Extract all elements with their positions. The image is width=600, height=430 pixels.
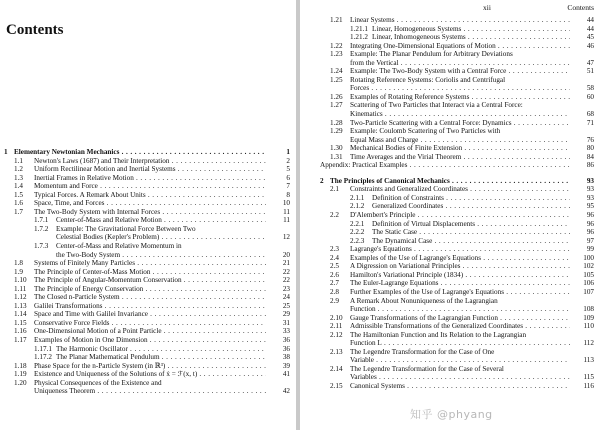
- toc-entry-number: 1.15: [14, 318, 27, 327]
- toc-entry-number: 2.13: [330, 347, 343, 356]
- toc-entry-number: 2.1: [330, 185, 339, 194]
- toc-entry[interactable]: [320, 339, 594, 348]
- toc-entry-number: 1.12: [14, 293, 27, 302]
- toc-entry-page: 80: [586, 144, 594, 153]
- toc-entry-page: 112: [583, 339, 594, 348]
- toc-entry-number: 1.27: [330, 101, 343, 110]
- left-page: [0, 0, 296, 430]
- toc-entry-number: 1.14: [14, 310, 27, 319]
- toc-entry-page: 20: [282, 250, 290, 259]
- toc-entry-title: Mechanical Bodies of Finite Extension . . .: [350, 144, 570, 153]
- toc-entry-title: Uniform Rectilinear Motion and Inertial Systems . . .: [34, 165, 266, 174]
- toc-entry-title: Integrating One-Dimensional Equations of Motion . . .: [350, 42, 570, 51]
- toc-entry-number: 1.29: [330, 127, 343, 136]
- toc-entry-number: 2.9: [330, 296, 339, 305]
- toc-entry-number: 1.31: [330, 152, 343, 161]
- toc-entry[interactable]: [320, 127, 594, 136]
- toc-entry-number: 1.22: [330, 41, 343, 50]
- contents-heading: Contents: [6, 22, 64, 38]
- toc-entry-page: 86: [586, 161, 594, 170]
- toc-entry-number: 1.17.2: [34, 353, 52, 362]
- toc-entry-number: 1.7.3: [34, 242, 49, 251]
- toc-entry-page: 113: [583, 356, 594, 365]
- toc-entry[interactable]: [320, 331, 594, 340]
- toc-entry-title: Variables . . .: [350, 373, 570, 382]
- toc-entry-number: 2.3: [330, 245, 339, 254]
- toc-entry-number: 1.6: [14, 199, 23, 208]
- toc-entry-title: Typical Forces. A Remark About Units . . .: [34, 191, 266, 200]
- toc-entry-title: the Two-Body System . . .: [56, 251, 266, 260]
- toc-entry-page: 102: [583, 262, 594, 271]
- section-gap: [320, 170, 594, 177]
- toc-entry-number: 1.17.1: [34, 344, 52, 353]
- toc-entry-page: 22: [282, 267, 290, 276]
- toc-entry-title: The Static Case . . .: [372, 228, 570, 237]
- toc-entry-title: Constraints and Generalized Coordinates . . .: [350, 185, 570, 194]
- toc-entry-number: 1.28: [330, 118, 343, 127]
- left-toc-list: [4, 148, 290, 396]
- toc-entry-title: One-Dimensional Motion of a Point Particle . . .: [34, 327, 266, 336]
- toc-entry[interactable]: [320, 84, 594, 93]
- toc-entry[interactable]: [320, 365, 594, 374]
- toc-entry[interactable]: [320, 119, 594, 128]
- toc-entry[interactable]: [4, 362, 290, 371]
- toc-entry-title: Canonical Systems . . .: [350, 382, 570, 391]
- toc-entry-page: 93: [586, 185, 594, 194]
- toc-entry[interactable]: [4, 268, 290, 277]
- toc-entry[interactable]: [4, 191, 290, 200]
- toc-entry-title: Center-of-Mass and Relative Momentum in: [56, 242, 182, 251]
- toc-entry-number: 2.2: [330, 211, 339, 220]
- toc-entry-number: 2.7: [330, 279, 339, 288]
- toc-entry[interactable]: [320, 305, 594, 314]
- toc-entry-page: 93: [586, 193, 594, 202]
- toc-entry-number: 1.16: [14, 327, 27, 336]
- toc-entry-number: 1.7: [14, 207, 23, 216]
- toc-entry[interactable]: [320, 245, 594, 254]
- toc-entry-title: Example: The Gravitational Force Between Two: [56, 224, 196, 233]
- toc-entry[interactable]: [320, 228, 594, 237]
- toc-entry[interactable]: [320, 202, 594, 211]
- toc-entry-title: Elementary Newtonian Mechanics . . .: [14, 148, 266, 157]
- toc-entry-page: 36: [282, 336, 290, 345]
- toc-entry[interactable]: [320, 356, 594, 365]
- toc-entry[interactable]: [4, 327, 290, 336]
- toc-entry-title: Function L . . .: [350, 339, 570, 348]
- toc-entry-title: The Hamiltonian Function and Its Relation to the Lagrangian: [350, 330, 527, 339]
- toc-entry-title: Celestial Bodies (Kepler's Problem) . . .: [56, 233, 266, 242]
- toc-entry-number: 2.1.2: [350, 202, 365, 211]
- toc-entry[interactable]: [320, 67, 594, 76]
- toc-entry-page: 8: [286, 190, 290, 199]
- toc-entry-title: Galilei Transformations . . .: [34, 302, 266, 311]
- toc-entry-title: The Legendre Transformation for the Case of One: [350, 347, 495, 356]
- toc-entry-title: Rotating Reference Systems: Coriolis and Centrifugal: [350, 75, 506, 84]
- toc-entry-number: 1.24: [330, 67, 343, 76]
- toc-entry-title: Space and Time with Galilei Invariance . . .: [34, 310, 266, 319]
- toc-entry[interactable]: [320, 42, 594, 51]
- toc-entry-title: A Remark About Nonuniqueness of the Lagrangian: [350, 296, 498, 305]
- toc-entry[interactable]: [320, 322, 594, 331]
- toc-entry-page: 44: [586, 16, 594, 24]
- toc-entry-page: 106: [583, 279, 594, 288]
- toc-entry[interactable]: [4, 293, 290, 302]
- toc-entry-title: Phase Space for the n-Particle System (in ℝ³) . . .: [34, 362, 266, 371]
- toc-entry-title: Examples of the Use of Lagrange's Equations . . .: [350, 254, 570, 263]
- toc-entry-number: 1.17: [14, 336, 27, 345]
- toc-entry-page: 99: [586, 245, 594, 254]
- toc-entry-title: Inertial Frames in Relative Motion . . .: [34, 174, 266, 183]
- toc-entry-title: The Dynamical Case . . .: [372, 237, 570, 246]
- toc-entry-number: 2.6: [330, 270, 339, 279]
- toc-entry-number: 2.5: [330, 262, 339, 271]
- toc-entry-title: from the Vertical . . .: [350, 59, 570, 68]
- toc-entry-title: The Principle of Center-of-Mass Motion . . .: [34, 268, 266, 277]
- toc-entry-title: The Legendre Transformation for the Case of Several: [350, 364, 504, 373]
- toc-entry[interactable]: [320, 348, 594, 357]
- toc-entry-title: Examples of Motion in One Dimension . . .: [34, 336, 266, 345]
- toc-entry-number: 2.11: [330, 322, 343, 331]
- toc-entry[interactable]: [320, 144, 594, 153]
- toc-entry[interactable]: [320, 101, 594, 110]
- toc-entry-title: A Digression on Variational Principles . . .: [350, 262, 570, 271]
- toc-entry[interactable]: [320, 50, 594, 59]
- toc-entry-number: 1.21.2: [350, 33, 368, 42]
- toc-entry-number: 1.11: [14, 284, 27, 293]
- toc-entry-number: 2.1.1: [350, 193, 365, 202]
- toc-entry-page: 96: [586, 228, 594, 237]
- toc-entry-page: 5: [286, 165, 290, 174]
- toc-entry[interactable]: [320, 271, 594, 280]
- toc-entry-page: 110: [583, 322, 594, 331]
- toc-entry-page: 71: [586, 118, 594, 127]
- toc-entry-page: 31: [282, 318, 290, 327]
- toc-entry-number: 2: [320, 176, 324, 185]
- toc-entry-number: 1.23: [330, 50, 343, 59]
- toc-entry-number: 1.7.1: [34, 216, 49, 225]
- toc-entry-page: 109: [583, 313, 594, 322]
- toc-entry-title: Linear, Homogeneous Systems . . .: [372, 25, 570, 34]
- toc-entry[interactable]: [4, 370, 290, 379]
- toc-entry[interactable]: [320, 110, 594, 119]
- toc-entry-title: Scattering of Two Particles that Interact via a Central Force:: [350, 101, 523, 110]
- toc-entry-page: 47: [586, 58, 594, 67]
- toc-entry[interactable]: [320, 25, 594, 34]
- toc-entry[interactable]: [320, 237, 594, 246]
- toc-entry-title: Hamilton's Variational Principle (1834) . . .: [350, 271, 570, 280]
- toc-entry-page: 39: [282, 361, 290, 370]
- toc-entry-page: 1: [286, 148, 290, 156]
- toc-entry-number: 2.10: [330, 313, 343, 322]
- toc-entry[interactable]: [4, 276, 290, 285]
- toc-entry-page: 12: [282, 233, 290, 242]
- toc-entry-title: Example: Coulomb Scattering of Two Particles with: [350, 127, 501, 136]
- toc-entry[interactable]: [320, 279, 594, 288]
- toc-chapter-entry[interactable]: [320, 177, 594, 186]
- toc-entry-number: 1: [4, 148, 8, 156]
- toc-entry-title: D'Alembert's Principle . . .: [350, 211, 570, 220]
- page-number: xii: [483, 3, 491, 12]
- toc-entry-title: Example: The Planar Pendulum for Arbitrary Deviations: [350, 50, 513, 59]
- toc-entry-title: Forces . . .: [350, 84, 570, 93]
- toc-entry[interactable]: [320, 93, 594, 102]
- toc-entry[interactable]: [4, 353, 290, 362]
- toc-entry-number: 1.30: [330, 144, 343, 153]
- toc-entry-page: 60: [586, 92, 594, 101]
- toc-entry[interactable]: [320, 373, 594, 382]
- toc-entry[interactable]: [4, 174, 290, 183]
- toc-entry-title: Function . . .: [350, 305, 570, 314]
- toc-entry-number: 2.12: [330, 330, 343, 339]
- toc-entry-number: 1.9: [14, 267, 23, 276]
- toc-entry-number: 2.15: [330, 381, 343, 390]
- toc-entry-number: 2.8: [330, 287, 339, 296]
- toc-chapter-entry[interactable]: [4, 148, 290, 157]
- toc-entry[interactable]: [4, 285, 290, 294]
- toc-entry-page: 44: [586, 24, 594, 33]
- toc-entry-number: 1.21.1: [350, 24, 368, 33]
- toc-entry[interactable]: [320, 254, 594, 263]
- toc-entry-page: 36: [282, 344, 290, 353]
- toc-entry-number: 1.5: [14, 190, 23, 199]
- toc-entry[interactable]: [320, 262, 594, 271]
- toc-entry-page: 93: [586, 176, 594, 185]
- toc-entry-page: 76: [586, 135, 594, 144]
- toc-entry-title: Kinematics . . .: [350, 110, 570, 119]
- toc-entry-title: Uniqueness Theorem . . .: [34, 387, 266, 396]
- toc-entry[interactable]: [320, 59, 594, 68]
- toc-entry-title: Physical Consequences of the Existence and: [34, 378, 162, 387]
- toc-entry[interactable]: [320, 161, 594, 170]
- toc-entry-title: Existence and Uniqueness of the Solutions of ẋ = ℱ(x, t) . . .: [34, 370, 266, 379]
- toc-entry-page: 22: [282, 276, 290, 285]
- toc-entry-title: Space, Time, and Forces . . .: [34, 199, 266, 208]
- toc-entry[interactable]: [320, 76, 594, 85]
- toc-entry-page: 6: [286, 173, 290, 182]
- toc-entry[interactable]: [4, 157, 290, 166]
- toc-entry[interactable]: [4, 319, 290, 328]
- toc-entry[interactable]: [4, 345, 290, 354]
- toc-entry-title: Example: The Two-Body System with a Central Force . . .: [350, 67, 570, 76]
- toc-entry[interactable]: [320, 185, 594, 194]
- toc-entry[interactable]: [4, 379, 290, 388]
- toc-entry-page: 11: [283, 216, 290, 225]
- toc-entry-page: 58: [586, 84, 594, 93]
- toc-entry-page: 96: [586, 219, 594, 228]
- toc-entry-page: 108: [583, 305, 594, 314]
- toc-entry-title: Gauge Transformations of the Lagrangian Function . . .: [350, 314, 570, 323]
- toc-entry-page: 41: [282, 370, 290, 379]
- toc-entry-title: Time Averages and the Virial Theorem . . .: [350, 153, 570, 162]
- toc-entry-title: Two-Particle Scattering with a Central Force: Dynamics . . .: [350, 119, 570, 128]
- toc-entry-page: 29: [282, 310, 290, 319]
- toc-entry-number: 1.10: [14, 276, 27, 285]
- toc-entry-title: Momentum and Force . . .: [34, 182, 266, 191]
- toc-entry-title: Definition of Constraints . . .: [372, 194, 570, 203]
- toc-entry[interactable]: [320, 16, 594, 25]
- toc-entry-number: 1.8: [14, 259, 23, 268]
- toc-entry-page: 25: [282, 301, 290, 310]
- toc-entry-title: Center-of-Mass and Relative Motion . . .: [56, 216, 266, 225]
- toc-entry-number: 1.7.2: [34, 224, 49, 233]
- toc-entry-page: 46: [586, 41, 594, 50]
- right-toc-list: [320, 16, 594, 391]
- toc-entry-title: Definition of Virtual Displacements . . .: [372, 220, 570, 229]
- toc-entry-title: The Principles of Canonical Mechanics . . .: [330, 177, 570, 186]
- toc-entry-title: Generalized Coordinates . . .: [372, 202, 570, 211]
- toc-entry[interactable]: [4, 302, 290, 311]
- toc-entry[interactable]: [4, 216, 290, 225]
- toc-entry-title: Admissible Transformations of the Generalized Coordinates . . .: [350, 322, 570, 331]
- toc-entry-number: 1.19: [14, 370, 27, 379]
- toc-entry-title: Examples of Rotating Reference Systems . . .: [350, 93, 570, 102]
- toc-entry-page: 7: [286, 182, 290, 191]
- right-page: [300, 0, 600, 430]
- toc-entry-page: 105: [583, 270, 594, 279]
- toc-entry[interactable]: [4, 165, 290, 174]
- toc-entry[interactable]: [4, 199, 290, 208]
- toc-entry-page: 116: [583, 381, 594, 390]
- toc-entry-title: Conservative Force Fields . . .: [34, 319, 266, 328]
- toc-entry-page: 24: [282, 293, 290, 302]
- toc-entry[interactable]: [320, 314, 594, 323]
- toc-entry-number: 2.14: [330, 364, 343, 373]
- toc-entry-page: 107: [583, 287, 594, 296]
- toc-entry-page: 23: [282, 284, 290, 293]
- toc-entry[interactable]: [4, 225, 290, 234]
- toc-entry-page: 97: [586, 236, 594, 245]
- toc-entry-number: 1.18: [14, 361, 27, 370]
- toc-entry[interactable]: [320, 382, 594, 391]
- toc-entry-page: 96: [586, 211, 594, 220]
- toc-entry-page: 68: [586, 110, 594, 119]
- toc-entry[interactable]: [4, 242, 290, 251]
- toc-entry-number: 1.25: [330, 75, 343, 84]
- toc-entry-number: 1.20: [14, 378, 27, 387]
- toc-entry-title: The Closed n-Particle System . . .: [34, 293, 266, 302]
- toc-entry-number: 2.2.2: [350, 228, 365, 237]
- toc-entry[interactable]: [320, 194, 594, 203]
- toc-entry-page: 95: [586, 202, 594, 211]
- toc-entry[interactable]: [4, 251, 290, 260]
- toc-entry-number: 1.2: [14, 165, 23, 174]
- watermark-text: 知乎 @phyang: [410, 408, 493, 421]
- toc-entry[interactable]: [4, 233, 290, 242]
- toc-entry-title: Appendix: Practical Examples . . .: [320, 161, 570, 170]
- toc-entry-number: 1.1: [14, 156, 23, 165]
- toc-entry-page: 115: [583, 373, 594, 382]
- toc-entry-page: 2: [286, 156, 290, 165]
- toc-entry[interactable]: [320, 297, 594, 306]
- toc-entry-number: 1.21: [330, 16, 343, 24]
- toc-entry-title: The Euler-Lagrange Equations . . .: [350, 279, 570, 288]
- toc-entry-title: Linear, Inhomogeneous Systems . . .: [372, 33, 570, 42]
- toc-entry-title: Lagrange's Equations . . .: [350, 245, 570, 254]
- toc-entry-number: 1.4: [14, 182, 23, 191]
- toc-entry[interactable]: [320, 153, 594, 162]
- toc-entry[interactable]: [320, 136, 594, 145]
- toc-entry-page: 42: [282, 387, 290, 396]
- toc-entry-number: 1.3: [14, 173, 23, 182]
- toc-entry-page: 51: [586, 67, 594, 76]
- toc-entry-title: Equal Mass and Charge . . .: [350, 136, 570, 145]
- toc-entry-page: 100: [583, 253, 594, 262]
- toc-entry-page: 10: [282, 199, 290, 208]
- toc-entry[interactable]: [320, 220, 594, 229]
- toc-entry-page: 33: [282, 327, 290, 336]
- toc-entry[interactable]: [4, 259, 290, 268]
- toc-entry-title: Further Examples of the Use of Lagrange's Equations . . .: [350, 288, 570, 297]
- toc-entry-title: Variable . . .: [350, 356, 570, 365]
- toc-entry-title: The Principle of Energy Conservation . . .: [34, 285, 266, 294]
- toc-entry-title: The Principle of Angular-Momentum Conservation . . .: [34, 276, 266, 285]
- toc-entry[interactable]: [320, 288, 594, 297]
- toc-entry-page: 84: [586, 152, 594, 161]
- toc-entry-page: 45: [586, 33, 594, 42]
- toc-entry-title: Newton's Laws (1687) and Their Interpretation . . .: [34, 157, 266, 166]
- toc-entry-number: 2.2.3: [350, 236, 365, 245]
- toc-entry[interactable]: [4, 208, 290, 217]
- toc-entry-title: Systems of Finitely Many Particles . . .: [34, 259, 266, 268]
- toc-entry-page: 38: [282, 353, 290, 362]
- toc-entry-number: 1.13: [14, 301, 27, 310]
- toc-entry-number: 2.4: [330, 253, 339, 262]
- toc-entry[interactable]: [4, 336, 290, 345]
- toc-entry[interactable]: [320, 211, 594, 220]
- toc-entry[interactable]: [4, 182, 290, 191]
- toc-entry-title: Linear Systems . . .: [350, 16, 570, 25]
- running-header-title: Contents: [567, 3, 594, 12]
- toc-entry-number: 2.2.1: [350, 219, 365, 228]
- toc-entry-number: 1.26: [330, 92, 343, 101]
- toc-entry[interactable]: [4, 387, 290, 396]
- toc-entry[interactable]: [4, 310, 290, 319]
- toc-entry[interactable]: [320, 33, 594, 42]
- toc-entry-page: 21: [282, 259, 290, 268]
- toc-entry-title: The Harmonic Oscillator . . .: [56, 345, 266, 354]
- toc-entry-title: The Two-Body System with Internal Forces . . .: [34, 208, 266, 217]
- toc-entry-page: 11: [283, 207, 290, 216]
- toc-entry-title: The Planar Mathematical Pendulum . . .: [56, 353, 266, 362]
